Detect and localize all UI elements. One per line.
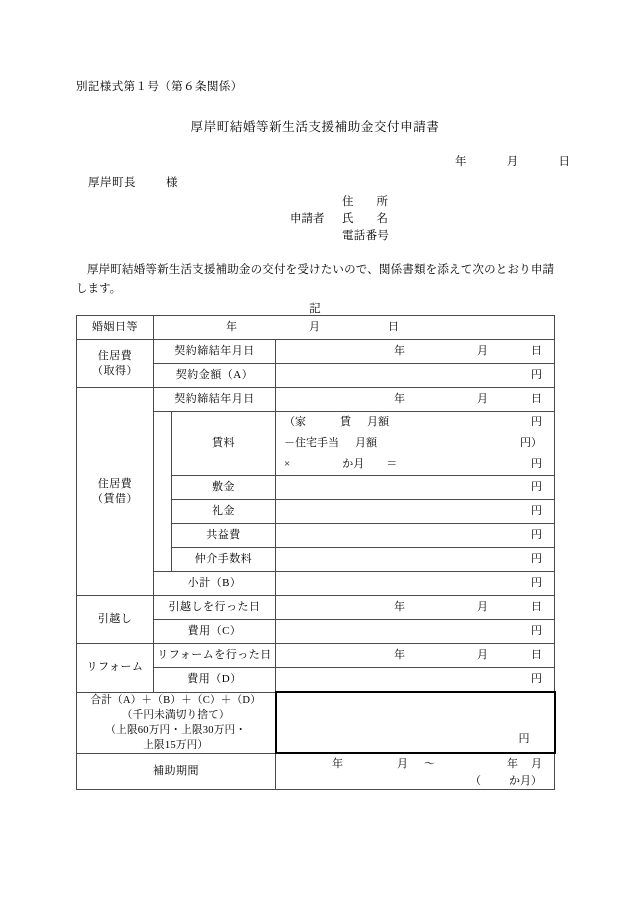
deposit-value[interactable] bbox=[276, 476, 555, 500]
purchase-amount-label: 契約金額（A） bbox=[154, 364, 276, 388]
marriage-date-value[interactable] bbox=[154, 316, 555, 340]
reform-date-day: 日 bbox=[531, 649, 542, 661]
application-table bbox=[76, 315, 556, 790]
rent-formula-line-3 bbox=[276, 454, 554, 475]
housing-rent-label: 住居費 （賃借） bbox=[77, 388, 154, 596]
deposit-unit: 円 bbox=[531, 481, 542, 493]
rent-line3-multiply: × bbox=[284, 458, 291, 470]
body-paragraph: 厚岸町結婚等新生活支援補助金の交付を受けたいので、関係書類を添えて次のとおり申請します。 bbox=[76, 264, 554, 295]
marriage-date-year: 年 bbox=[226, 321, 237, 333]
addressee-honorific: 様 bbox=[166, 177, 178, 189]
total-label bbox=[77, 692, 276, 753]
purchase-amount-unit: 円 bbox=[531, 369, 542, 381]
moving-cost-label: 費用（C） bbox=[154, 620, 276, 644]
submission-date-day: 日 bbox=[558, 156, 570, 168]
applicant-phone-label: 電話番号 bbox=[342, 230, 390, 242]
rent-subtotal-value[interactable] bbox=[276, 572, 555, 596]
common-fee-label: 共益費 bbox=[172, 524, 276, 548]
rent-formula-value[interactable] bbox=[276, 412, 555, 476]
rent-subtotal-unit: 円 bbox=[531, 577, 542, 589]
rent-formula-line-2 bbox=[276, 433, 554, 454]
reform-date-value[interactable] bbox=[276, 644, 555, 668]
table-row-reform-date bbox=[77, 644, 555, 668]
purchase-contract-date-value[interactable] bbox=[276, 340, 555, 364]
rent-line2-lead: －住宅手当 bbox=[284, 437, 339, 449]
moving-cost-unit: 円 bbox=[531, 625, 542, 637]
purchase-date-month: 月 bbox=[477, 345, 488, 357]
rent-line1-monthly-label: 月額 bbox=[367, 416, 389, 428]
rent-label: 賃料 bbox=[172, 412, 276, 476]
table-row-subsidy-period bbox=[77, 753, 555, 790]
rent-subtotal-label: 小計（B） bbox=[154, 572, 276, 596]
moving-label: 引越し bbox=[77, 596, 154, 644]
total-label-line-1: 合計（A）＋（B）＋（C）＋（D） bbox=[90, 694, 262, 706]
document-number: 別記様式第１号（第６条関係） bbox=[76, 81, 243, 93]
reform-cost-unit: 円 bbox=[531, 673, 542, 685]
rent-spacer-column bbox=[154, 412, 172, 572]
moving-cost-value[interactable] bbox=[276, 620, 555, 644]
moving-date-year: 年 bbox=[394, 601, 405, 613]
applicant-phone-row bbox=[290, 227, 404, 244]
applicant-block bbox=[290, 193, 404, 244]
agency-fee-label: 仲介手数料 bbox=[172, 548, 276, 572]
table-row-marriage-date bbox=[77, 316, 555, 340]
marriage-date-day: 日 bbox=[388, 321, 399, 333]
total-label-line-3: （上限60万円・上限30万円・ bbox=[105, 724, 247, 736]
rent-date-month: 月 bbox=[477, 393, 488, 405]
total-label-line-2: （千円未満切り捨て） bbox=[121, 709, 230, 721]
key-money-label: 礼金 bbox=[172, 500, 276, 524]
period-year-from: 年 bbox=[332, 758, 343, 770]
submission-date-year: 年 bbox=[455, 156, 467, 168]
period-month-from: 月 bbox=[397, 758, 408, 770]
agency-fee-unit: 円 bbox=[531, 553, 542, 565]
key-money-value[interactable] bbox=[276, 500, 555, 524]
applicant-name-label: 氏 名 bbox=[342, 213, 388, 225]
total-amount-unit: 円 bbox=[518, 733, 530, 745]
moving-date-day: 日 bbox=[531, 601, 542, 613]
rent-date-year: 年 bbox=[394, 393, 405, 405]
marriage-date-month: 月 bbox=[309, 321, 320, 333]
purchase-contract-date-label: 契約締結年月日 bbox=[154, 340, 276, 364]
moving-date-month: 月 bbox=[477, 601, 488, 613]
deposit-label: 敷金 bbox=[172, 476, 276, 500]
ki-mark: 記 bbox=[309, 303, 321, 315]
reform-cost-value[interactable] bbox=[276, 668, 555, 693]
page-title: 厚岸町結婚等新生活支援補助金交付申請書 bbox=[190, 120, 440, 134]
total-label-line-4: 上限15万円） bbox=[143, 739, 209, 751]
reform-cost-label: 費用（D） bbox=[154, 668, 276, 693]
purchase-date-year: 年 bbox=[394, 345, 405, 357]
subsidy-period-value[interactable] bbox=[276, 753, 555, 790]
table-row-rent-contract-date bbox=[77, 388, 555, 412]
period-months-unit: か月） bbox=[509, 775, 542, 787]
agency-fee-value[interactable] bbox=[276, 548, 555, 572]
rent-formula-line-1 bbox=[276, 412, 554, 433]
rent-contract-date-value[interactable] bbox=[276, 388, 555, 412]
rent-date-day: 日 bbox=[531, 393, 542, 405]
housing-purchase-label: 住居費 （取得） bbox=[77, 340, 154, 388]
addressee bbox=[88, 174, 178, 190]
key-money-unit: 円 bbox=[531, 505, 542, 517]
applicant-label: 申請者 bbox=[290, 213, 325, 225]
applicant-address-label: 住 所 bbox=[342, 196, 388, 208]
submission-date-month: 月 bbox=[506, 156, 519, 168]
reform-label: リフォーム bbox=[77, 644, 154, 693]
table-row-purchase-contract-date bbox=[77, 340, 555, 364]
table-row-total bbox=[77, 692, 555, 753]
period-year-to: 年 bbox=[507, 758, 518, 770]
rent-line1-mid: 賃 bbox=[340, 416, 351, 428]
common-fee-unit: 円 bbox=[531, 529, 542, 541]
total-amount-value[interactable] bbox=[276, 692, 555, 753]
rent-line3-unit: 円 bbox=[531, 458, 542, 470]
applicant-name-row bbox=[290, 210, 404, 227]
rent-line2-monthly-label: 月額 bbox=[355, 437, 377, 449]
period-tilde: ～ bbox=[424, 758, 435, 770]
reform-date-label: リフォームを行った日 bbox=[154, 644, 276, 668]
rent-line1-lead: （家 bbox=[284, 416, 306, 428]
moving-date-label: 引越しを行った日 bbox=[154, 596, 276, 620]
marriage-date-label: 婚姻日等 bbox=[77, 316, 154, 340]
table-row-moving-date bbox=[77, 596, 555, 620]
applicant-address-row bbox=[290, 193, 404, 210]
rent-line2-unit: 円） bbox=[520, 437, 542, 449]
subsidy-period-label: 補助期間 bbox=[77, 753, 276, 790]
period-paren-open: （ bbox=[470, 775, 481, 787]
addressee-name: 厚岸町長 bbox=[88, 177, 136, 189]
rent-contract-date-label: 契約締結年月日 bbox=[154, 388, 276, 412]
moving-date-value[interactable] bbox=[276, 596, 555, 620]
common-fee-value[interactable] bbox=[276, 524, 555, 548]
reform-date-year: 年 bbox=[394, 649, 405, 661]
rent-line1-unit: 円 bbox=[531, 416, 542, 428]
rent-line3-equals: ＝ bbox=[386, 458, 398, 470]
rent-line3-months: か月 bbox=[342, 458, 365, 470]
purchase-date-day: 日 bbox=[531, 345, 542, 357]
period-month-to: 月 bbox=[531, 758, 542, 770]
reform-date-month: 月 bbox=[477, 649, 488, 661]
purchase-amount-value[interactable] bbox=[276, 364, 555, 388]
